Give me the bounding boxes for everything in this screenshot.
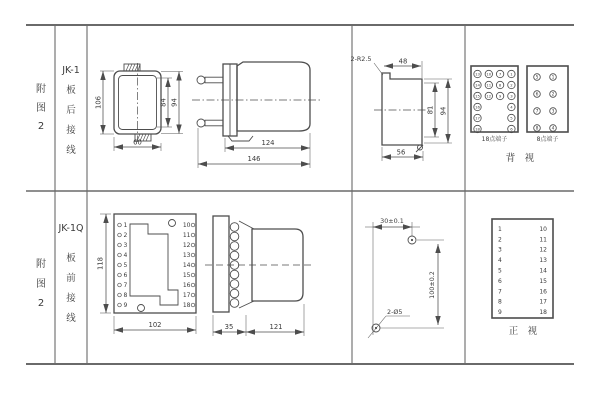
terminal-number: 3 bbox=[123, 242, 128, 250]
hatch-line bbox=[132, 64, 135, 71]
wiring-char: 板 bbox=[66, 85, 76, 96]
screw bbox=[230, 251, 239, 260]
figure-char: 附 bbox=[36, 259, 46, 270]
terminal-number: 4 bbox=[123, 252, 128, 260]
terminal-number: 8 bbox=[535, 126, 539, 132]
row2-figure-label bbox=[36, 257, 46, 309]
terminal-number: 6 bbox=[535, 92, 539, 98]
terminal-circles-8 bbox=[534, 74, 557, 132]
terminal-number: 7 bbox=[498, 288, 502, 296]
figure-char: 2 bbox=[37, 298, 45, 309]
hole-label: 2-Ø5 bbox=[387, 308, 403, 316]
right-terminal-column bbox=[191, 223, 195, 307]
dim-width: 102 bbox=[148, 321, 162, 329]
hatch-line bbox=[143, 134, 146, 141]
terminal-dot bbox=[118, 233, 122, 237]
terminal-number: 10 bbox=[539, 226, 547, 233]
right-terminal-numbers bbox=[183, 222, 191, 309]
terminal-number: 9 bbox=[123, 302, 128, 310]
terminal-strip bbox=[213, 216, 229, 312]
terminal-number: 4 bbox=[498, 257, 502, 265]
wiring-char: 接 bbox=[66, 293, 76, 304]
terminal-number: 14 bbox=[475, 82, 480, 88]
taper-bottom bbox=[239, 301, 254, 308]
terminal-number: 1 bbox=[551, 75, 555, 81]
terminal-numbers-8 bbox=[536, 75, 555, 132]
terminal-number: 5 bbox=[123, 262, 128, 270]
wiring-char: 线 bbox=[66, 145, 76, 156]
screw-shaft bbox=[205, 77, 223, 83]
terminal-number: 15 bbox=[475, 93, 480, 99]
dim-total: 146 bbox=[247, 155, 261, 163]
dim-width: 60 bbox=[133, 138, 142, 147]
terminal-dot bbox=[118, 263, 122, 267]
front-view-caption: 正 视 bbox=[508, 326, 538, 337]
terminal-number: 6 bbox=[123, 272, 128, 280]
bottom-tab bbox=[228, 136, 253, 141]
terminal-number: 12 bbox=[486, 93, 492, 99]
dim-top: 30±0.1 bbox=[380, 217, 404, 225]
terminal-number: 1 bbox=[510, 71, 513, 77]
dim-outer: 94 bbox=[170, 98, 179, 107]
terminal-number: 10 bbox=[182, 222, 191, 230]
terminal-dot bbox=[118, 243, 122, 247]
row2-panel-view bbox=[492, 219, 553, 337]
terminal-number: 16 bbox=[539, 288, 547, 296]
screw bbox=[230, 242, 239, 251]
terminal-number: 17 bbox=[539, 298, 547, 306]
terminal-number: 12 bbox=[539, 246, 547, 254]
relay-body bbox=[237, 62, 310, 131]
terminal-dot bbox=[118, 273, 122, 277]
hatch-line bbox=[126, 64, 129, 71]
dim-inner: 84 bbox=[159, 98, 168, 107]
terminal-dot bbox=[191, 253, 195, 257]
dim-strip: 35 bbox=[224, 323, 234, 331]
row1-rear-view bbox=[471, 66, 568, 164]
dim-right: 100±0.2 bbox=[428, 271, 436, 299]
terminal-dot bbox=[191, 233, 195, 237]
terminal-dot bbox=[118, 223, 122, 227]
screw-shaft bbox=[205, 120, 223, 126]
terminal-number: 16 bbox=[475, 104, 480, 110]
terminal-dot bbox=[191, 243, 195, 247]
terminal-number: 1 bbox=[123, 222, 128, 230]
rear-view-caption: 背 视 bbox=[505, 153, 535, 164]
terminal-number: 14 bbox=[539, 267, 547, 275]
screw bbox=[230, 232, 239, 241]
terminal-number: 16 bbox=[182, 282, 191, 290]
terminal-number: 7 bbox=[498, 71, 502, 77]
left-terminal-column bbox=[118, 223, 122, 307]
terminal-number: 7 bbox=[535, 109, 539, 115]
terminal-number: 17 bbox=[182, 292, 191, 300]
screw bbox=[230, 299, 239, 308]
terminal-dot bbox=[191, 223, 195, 227]
wiring-char: 后 bbox=[66, 105, 76, 116]
terminal-circles-18 bbox=[474, 70, 515, 132]
terminal-number: 2 bbox=[551, 92, 555, 98]
terminal-number: 18 bbox=[475, 126, 480, 132]
dim-height: 118 bbox=[96, 257, 105, 270]
screw bbox=[230, 289, 239, 298]
mounting-hole-bottom bbox=[138, 305, 145, 312]
terminal-number: 13 bbox=[539, 257, 547, 265]
panel-left-numbers bbox=[498, 226, 502, 316]
dim-height: 106 bbox=[94, 96, 103, 109]
terminal-number: 3 bbox=[510, 93, 513, 99]
terminal-number: 6 bbox=[510, 126, 513, 132]
row2-front-view bbox=[97, 214, 197, 334]
wiring-char: 接 bbox=[66, 125, 76, 136]
terminal-number: 11 bbox=[486, 82, 492, 88]
block8-label: 8点端子 bbox=[536, 136, 559, 143]
terminal-dot bbox=[118, 253, 122, 257]
dim-inner: 81 bbox=[426, 105, 435, 115]
screw bbox=[230, 223, 239, 232]
hatch-line bbox=[146, 134, 149, 141]
terminal-dot bbox=[191, 283, 195, 287]
wiring-char: 板 bbox=[66, 253, 76, 264]
terminal-dot bbox=[118, 303, 122, 307]
terminal-number: 13 bbox=[475, 71, 480, 77]
dim-outer: 94 bbox=[439, 106, 448, 116]
terminal-dot bbox=[191, 293, 195, 297]
block18-label: 18点端子 bbox=[481, 136, 508, 143]
terminal-number: 5 bbox=[498, 267, 502, 275]
model-name: JK-1 bbox=[62, 65, 80, 76]
terminal-number: 10 bbox=[486, 71, 492, 77]
terminal-number: 3 bbox=[551, 109, 555, 115]
mounting-screw-bottom bbox=[197, 119, 223, 127]
terminal-number: 15 bbox=[182, 272, 191, 280]
row2-drill-view bbox=[365, 217, 444, 338]
terminal-numbers-18 bbox=[475, 71, 513, 131]
terminal-number: 7 bbox=[123, 282, 128, 290]
screw bbox=[230, 280, 239, 289]
figure-char: 图 bbox=[36, 279, 46, 290]
terminal-number: 8 bbox=[498, 298, 502, 306]
mounting-hole-top bbox=[169, 220, 176, 227]
hatch-line bbox=[129, 64, 132, 71]
terminal-number: 18 bbox=[539, 309, 547, 316]
dim-top: 48 bbox=[398, 57, 408, 66]
terminal-block-8 bbox=[527, 66, 568, 132]
hole-center bbox=[411, 239, 413, 241]
panel-right-numbers bbox=[539, 226, 547, 316]
row1-model-label bbox=[61, 65, 80, 156]
terminal-dot bbox=[191, 303, 195, 307]
terminal-dot bbox=[191, 273, 195, 277]
terminal-number: 11 bbox=[539, 236, 547, 244]
row1-figure-label bbox=[36, 82, 46, 132]
cutout-outline bbox=[382, 73, 422, 145]
terminal-number: 5 bbox=[510, 115, 513, 121]
figure-char: 附 bbox=[36, 84, 46, 95]
row1-cutout-view bbox=[351, 55, 452, 161]
figure-char: 图 bbox=[36, 103, 46, 114]
inner-step-outline bbox=[130, 224, 178, 305]
terminal-number: 8 bbox=[498, 82, 502, 88]
terminal-number: 5 bbox=[535, 75, 539, 81]
terminal-number: 2 bbox=[510, 82, 513, 88]
row2-model-label bbox=[58, 223, 84, 324]
terminal-number: 8 bbox=[123, 292, 128, 300]
dim-bottom: 56 bbox=[396, 148, 406, 157]
terminal-dot bbox=[118, 283, 122, 287]
terminal-dot bbox=[118, 293, 122, 297]
terminal-dot bbox=[191, 263, 195, 267]
mounting-screw-top bbox=[197, 76, 223, 84]
terminal-number: 3 bbox=[498, 246, 502, 254]
drill-hole-top bbox=[408, 236, 416, 244]
terminal-number: 15 bbox=[539, 277, 547, 285]
screw-head bbox=[197, 119, 205, 127]
row1-front-view bbox=[95, 63, 184, 151]
dim-body: 121 bbox=[269, 323, 283, 331]
terminal-number: 2 bbox=[123, 232, 128, 240]
terminal-number: 11 bbox=[182, 232, 191, 240]
terminal-number: 13 bbox=[182, 252, 191, 260]
terminal-number: 18 bbox=[182, 302, 191, 310]
left-terminal-numbers bbox=[124, 222, 128, 309]
corner-radius-label: 2-R2.5 bbox=[350, 55, 372, 63]
screw bbox=[230, 270, 239, 279]
terminal-number: 4 bbox=[510, 104, 513, 110]
terminal-number: 6 bbox=[498, 277, 502, 285]
leader-line bbox=[368, 316, 386, 338]
wiring-char: 前 bbox=[66, 273, 76, 284]
row1-side-view bbox=[192, 62, 320, 168]
dim-body: 124 bbox=[261, 139, 275, 147]
row2-side-view bbox=[205, 216, 313, 336]
terminal-number: 9 bbox=[498, 309, 502, 316]
terminal-number: 14 bbox=[182, 262, 191, 270]
figure-char: 2 bbox=[37, 121, 45, 132]
terminal-number: 17 bbox=[475, 115, 480, 121]
taper-top bbox=[239, 221, 254, 229]
terminal-number: 9 bbox=[498, 93, 502, 99]
terminal-number: 2 bbox=[498, 236, 502, 244]
model-name: JK-1Q bbox=[58, 223, 84, 234]
terminal-number: 1 bbox=[498, 226, 502, 233]
terminal-number: 4 bbox=[551, 126, 555, 132]
wiring-char: 线 bbox=[66, 313, 76, 324]
screw-head bbox=[197, 76, 205, 84]
terminal-number: 12 bbox=[182, 242, 191, 250]
